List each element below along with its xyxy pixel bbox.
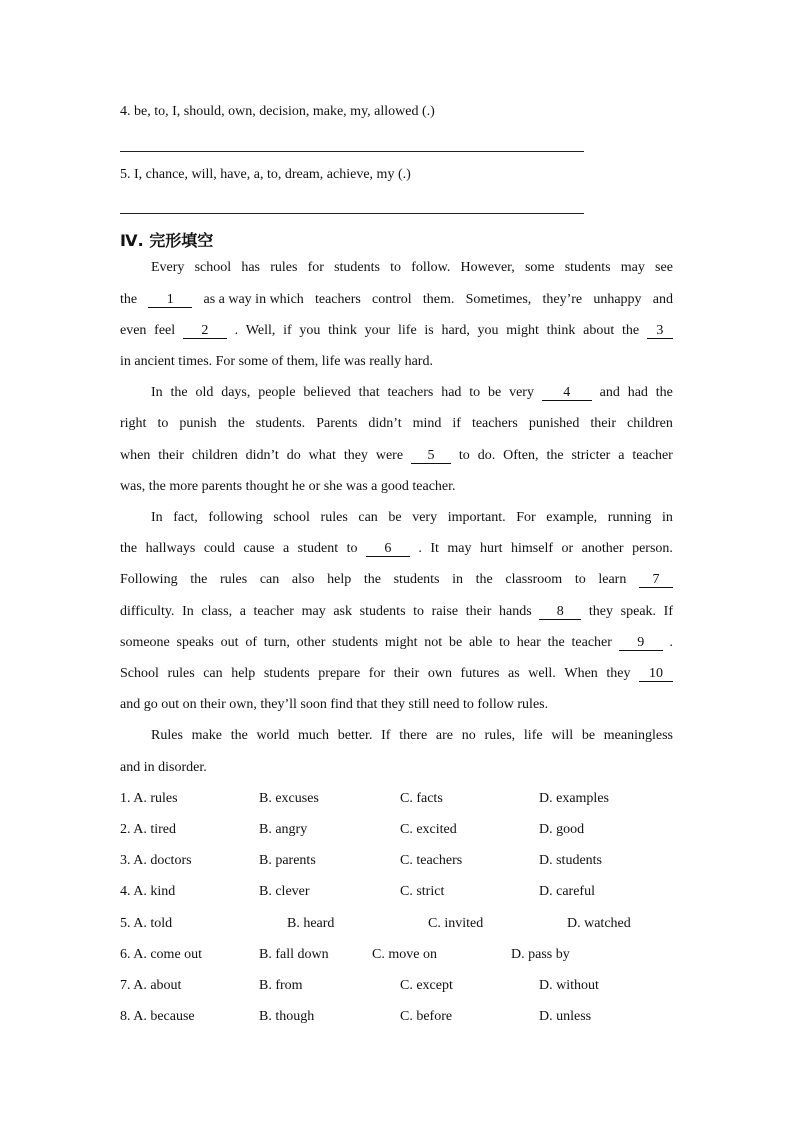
passage-word: class, — [201, 604, 233, 619]
passage-word: classroom — [505, 572, 563, 587]
passage-line — [151, 385, 673, 401]
passage-word: had — [441, 385, 462, 400]
passage-word: fact, — [173, 510, 198, 525]
passage-word: raise — [431, 604, 459, 619]
passage-word: Sometimes, — [465, 292, 532, 307]
passage-word: speaks — [176, 635, 214, 650]
passage-line — [120, 416, 673, 432]
passage-word: do — [286, 448, 301, 463]
passage-word: to — [346, 541, 358, 556]
passage-word: you — [477, 323, 499, 338]
blank-6[interactable]: 6 — [366, 541, 410, 557]
passage-line — [120, 760, 673, 776]
passage-word: do. — [477, 448, 496, 463]
passage-word: them. — [422, 292, 455, 307]
passage-word: may — [620, 260, 645, 275]
passage-word: the — [547, 635, 565, 650]
option-3-D[interactable]: D. students — [539, 853, 602, 868]
blank-4[interactable]: 4 — [542, 385, 592, 401]
passage-word: to — [390, 260, 402, 275]
passage-word: In — [151, 510, 163, 525]
option-4-C[interactable]: C. strict — [400, 884, 445, 899]
passage-word: didn’t — [368, 416, 402, 431]
passage-word: rules — [270, 260, 298, 275]
passage-word: . — [418, 541, 422, 556]
passage-word: of — [245, 635, 257, 650]
passage-word: might — [506, 323, 539, 338]
passage-word: can — [203, 666, 223, 681]
passage-word: their — [158, 448, 184, 463]
passage-word: School — [120, 666, 159, 681]
passage-word: speak. — [620, 604, 657, 619]
passage-word: right — [120, 416, 147, 431]
passage-word: mind — [412, 416, 442, 431]
passage-word: example, — [546, 510, 598, 525]
passage-word: students — [263, 666, 310, 681]
passage-word: running — [607, 510, 652, 525]
option-2-B[interactable]: B. angry — [259, 822, 308, 837]
passage-word: another — [581, 541, 624, 556]
answer-line-5[interactable] — [120, 213, 584, 214]
passage-word: children — [627, 416, 673, 431]
passage-word: was, the more parents thought he or she was a good teacher. — [120, 479, 456, 494]
passage-word: days, — [221, 385, 251, 400]
answer-line-4[interactable] — [120, 151, 584, 152]
passage-word: person. — [632, 541, 673, 556]
passage-word: teacher — [253, 604, 294, 619]
passage-word: the — [120, 541, 138, 556]
passage-line — [120, 292, 673, 308]
passage-word: Every — [151, 260, 185, 275]
passage-line — [120, 635, 673, 651]
passage-word: students — [564, 260, 611, 275]
passage-word: Parents — [316, 416, 358, 431]
passage-word: It — [430, 541, 439, 556]
passage-word: and — [652, 292, 673, 307]
passage-line — [151, 728, 673, 744]
passage-word: is — [424, 323, 434, 338]
passage-word: and go out on their own, they’ll soon find that they still need to follow rules. — [120, 697, 549, 712]
passage-word: . — [234, 323, 239, 338]
option-2-C[interactable]: C. excited — [400, 822, 457, 837]
passage-word: in — [661, 510, 673, 525]
passage-word: better. — [337, 728, 373, 743]
option-5-C[interactable]: C. invited — [428, 916, 484, 931]
option-7-D[interactable]: D. without — [539, 978, 599, 993]
passage-word: following — [208, 510, 263, 525]
passage-word: some — [524, 260, 555, 275]
passage-line — [120, 697, 673, 713]
passage-word: had — [627, 385, 648, 400]
passage-word: be — [581, 728, 596, 743]
passage-word: someone — [120, 635, 170, 650]
passage-word: teacher — [571, 635, 612, 650]
passage-word: help — [231, 666, 256, 681]
passage-word: think — [328, 323, 357, 338]
option-6-C[interactable]: C. move on — [372, 947, 437, 962]
passage-word: students — [334, 260, 380, 275]
passage-word: what — [308, 448, 336, 463]
passage-word: a — [618, 448, 625, 463]
option-5-B[interactable]: B. heard — [287, 916, 335, 931]
question-5-prompt: 5. I, chance, will, have, a, to, dream, achieve, my (.) — [120, 167, 411, 182]
passage-word: to — [157, 416, 169, 431]
passage-word: the — [230, 728, 248, 743]
passage-word: In — [151, 385, 163, 400]
blank-8[interactable]: 8 — [539, 604, 581, 620]
blank-9[interactable]: 9 — [619, 635, 663, 651]
passage-word: when — [120, 448, 151, 463]
passage-word: hallways — [145, 541, 196, 556]
passage-word: Following — [120, 572, 178, 587]
option-8-D[interactable]: D. unless — [539, 1009, 592, 1024]
passage-word: important. — [447, 510, 506, 525]
question-4-prompt: 4. be, to, I, should, own, decision, make, my, allowed (.) — [120, 104, 435, 119]
passage-word: may — [447, 541, 472, 556]
passage-line — [120, 323, 673, 339]
passage-word: to — [469, 385, 481, 400]
blank-2[interactable]: 2 — [183, 323, 227, 339]
passage-word: or — [561, 541, 574, 556]
passage-word: Rules — [151, 728, 183, 743]
passage-word: very — [509, 385, 534, 400]
passage-word: other — [296, 635, 326, 650]
passage-word: a — [282, 541, 290, 556]
option-8-B[interactable]: B. though — [259, 1009, 315, 1024]
passage-word: meaningless — [603, 728, 673, 743]
passage-word: if — [283, 323, 292, 338]
passage-word: help — [327, 572, 352, 587]
passage-word: not — [424, 635, 443, 650]
passage-word: If — [663, 604, 673, 619]
option-6-A[interactable]: 6. A. come out — [120, 947, 203, 962]
passage-word: Often, — [503, 448, 539, 463]
passage-word: will — [551, 728, 574, 743]
passage-word: life — [398, 323, 417, 338]
passage-word: the — [120, 292, 138, 307]
blank-3[interactable]: 3 — [647, 323, 673, 339]
passage-word: able — [468, 635, 493, 650]
passage-word: learn — [598, 572, 627, 587]
option-4-A[interactable]: 4. A. kind — [120, 884, 176, 899]
passage-word: control — [372, 292, 412, 307]
blank-7[interactable]: 7 — [639, 572, 673, 588]
passage-word: well. — [528, 666, 556, 681]
option-4-D[interactable]: D. careful — [539, 884, 595, 899]
passage-word: think — [546, 323, 576, 338]
passage-word: Well, — [245, 323, 276, 338]
passage-word: about — [583, 323, 615, 338]
passage-word: they — [343, 448, 368, 463]
option-7-B[interactable]: B. from — [259, 978, 303, 993]
passage-word: may — [301, 604, 326, 619]
passage-word: follow. — [411, 260, 451, 275]
passage-word: be — [488, 385, 502, 400]
option-3-C[interactable]: C. teachers — [400, 853, 463, 868]
passage-word: school — [194, 260, 232, 275]
passage-word: teachers — [387, 385, 434, 400]
passage-word: world — [256, 728, 290, 743]
passage-word: the — [475, 572, 493, 587]
passage-word: children — [191, 448, 238, 463]
passage-word: the — [546, 448, 564, 463]
section-heading: Ⅳ. 完形填空 — [120, 231, 214, 250]
passage-line — [120, 572, 673, 588]
passage-word: teacher — [632, 448, 673, 463]
passage-line — [151, 510, 673, 526]
option-6-D[interactable]: D. pass by — [511, 947, 570, 962]
passage-word: as a way in which — [203, 292, 304, 307]
option-7-A[interactable]: 7. A. about — [120, 978, 182, 993]
passage-word: hard, — [441, 323, 470, 338]
passage-word: student — [297, 541, 339, 556]
passage-line — [120, 448, 673, 464]
passage-word: their — [393, 666, 420, 681]
passage-word: to — [413, 604, 425, 619]
passage-word: are — [435, 728, 453, 743]
option-4-B[interactable]: B. clever — [259, 884, 310, 899]
passage-word: unhappy — [593, 292, 642, 307]
passage-word: punished — [528, 416, 580, 431]
blank-10[interactable]: 10 — [639, 666, 673, 682]
passage-word: could — [203, 541, 235, 556]
passage-word: make — [191, 728, 222, 743]
option-3-B[interactable]: B. parents — [259, 853, 316, 868]
passage-word: life — [523, 728, 543, 743]
passage-word: ask — [333, 604, 352, 619]
passage-word: also — [291, 572, 315, 587]
passage-word: the — [190, 572, 208, 587]
passage-word: to — [458, 448, 470, 463]
passage-word: you — [299, 323, 321, 338]
passage-word: students — [393, 572, 440, 587]
passage-word: has — [241, 260, 261, 275]
passage-word: that — [358, 385, 380, 400]
option-1-C[interactable]: C. facts — [400, 791, 443, 806]
passage-word: hands — [499, 604, 532, 619]
passage-word: for — [368, 666, 386, 681]
passage-word: hear — [516, 635, 541, 650]
passage-word: and in disorder. — [120, 760, 207, 775]
passage-word: students. — [255, 416, 306, 431]
passage-word: school — [273, 510, 310, 525]
passage-word: for — [307, 260, 324, 275]
passage-word: For — [516, 510, 536, 525]
passage-word: the — [363, 572, 381, 587]
passage-line — [151, 260, 673, 276]
passage-word: in — [452, 572, 464, 587]
passage-word: they — [606, 666, 631, 681]
passage-word: students — [332, 635, 379, 650]
passage-word: When — [564, 666, 598, 681]
passage-word: out — [220, 635, 239, 650]
passage-word: futures — [460, 666, 500, 681]
option-7-C[interactable]: C. except — [400, 978, 453, 993]
passage-word: as — [507, 666, 520, 681]
option-5-D[interactable]: D. watched — [567, 916, 631, 931]
passage-word: the — [227, 416, 245, 431]
passage-word: much — [297, 728, 330, 743]
passage-word: cause — [243, 541, 275, 556]
passage-word: However, — [460, 260, 515, 275]
passage-word: even — [120, 323, 147, 338]
passage-word: If — [381, 728, 391, 743]
passage-word: your — [364, 323, 391, 338]
passage-word: might — [384, 635, 418, 650]
passage-word: the — [621, 323, 640, 338]
passage-word: can — [358, 510, 378, 525]
passage-word: a — [239, 604, 246, 619]
passage-word: they — [588, 604, 614, 619]
option-3-A[interactable]: 3. A. doctors — [120, 853, 192, 868]
passage-word: . — [669, 635, 673, 650]
passage-word: In — [182, 604, 194, 619]
passage-word: their — [465, 604, 492, 619]
passage-word: no — [461, 728, 476, 743]
passage-word: were — [375, 448, 404, 463]
passage-word: rules — [219, 572, 248, 587]
option-1-D[interactable]: D. examples — [539, 791, 609, 806]
passage-word: there — [399, 728, 428, 743]
passage-word: they’re — [542, 292, 583, 307]
option-2-A[interactable]: 2. A. tired — [120, 822, 176, 837]
passage-word: teachers — [471, 416, 518, 431]
passage-word: in ancient times. For some of them, life was really hard. — [120, 354, 433, 369]
passage-word: very — [412, 510, 438, 525]
passage-word: teachers — [314, 292, 361, 307]
passage-word: old — [195, 385, 214, 400]
passage-word: own — [427, 666, 452, 681]
passage-line — [120, 541, 673, 557]
passage-word: himself — [511, 541, 553, 556]
passage-word: didn’t — [245, 448, 279, 463]
passage-word: their — [590, 416, 617, 431]
blank-1[interactable]: 1 — [148, 292, 192, 308]
passage-word: be — [448, 635, 463, 650]
option-1-A[interactable]: 1. A. rules — [120, 791, 178, 806]
passage-word: the — [655, 385, 673, 400]
option-6-B[interactable]: B. fall down — [259, 947, 329, 962]
passage-word: be — [388, 510, 402, 525]
passage-word: students — [359, 604, 406, 619]
passage-word: prepare — [318, 666, 361, 681]
passage-word: see — [655, 260, 673, 275]
passage-word: to — [499, 635, 510, 650]
option-5-A[interactable]: 5. A. told — [120, 916, 173, 931]
blank-5[interactable]: 5 — [411, 448, 451, 464]
option-1-B[interactable]: B. excuses — [259, 791, 319, 806]
passage-word: the — [170, 385, 188, 400]
passage-word: feel — [154, 323, 176, 338]
passage-word: turn, — [263, 635, 290, 650]
option-2-D[interactable]: D. good — [539, 822, 585, 837]
passage-word: punish — [179, 416, 217, 431]
passage-word: believed — [303, 385, 351, 400]
passage-word: rules, — [484, 728, 516, 743]
passage-word: if — [452, 416, 461, 431]
passage-line — [120, 354, 673, 370]
passage-word: and — [599, 385, 620, 400]
passage-line — [120, 666, 673, 682]
passage-word: rules — [320, 510, 348, 525]
passage-word: hurt — [479, 541, 503, 556]
option-8-A[interactable]: 8. A. because — [120, 1009, 195, 1024]
passage-word: can — [259, 572, 280, 587]
passage-word: rules — [167, 666, 195, 681]
passage-word: stricter — [571, 448, 611, 463]
passage-word: difficulty. — [120, 604, 175, 619]
passage-line — [120, 479, 673, 495]
passage-line — [120, 604, 673, 620]
passage-word: to — [574, 572, 586, 587]
option-8-C[interactable]: C. before — [400, 1009, 453, 1024]
passage-word: people — [258, 385, 296, 400]
